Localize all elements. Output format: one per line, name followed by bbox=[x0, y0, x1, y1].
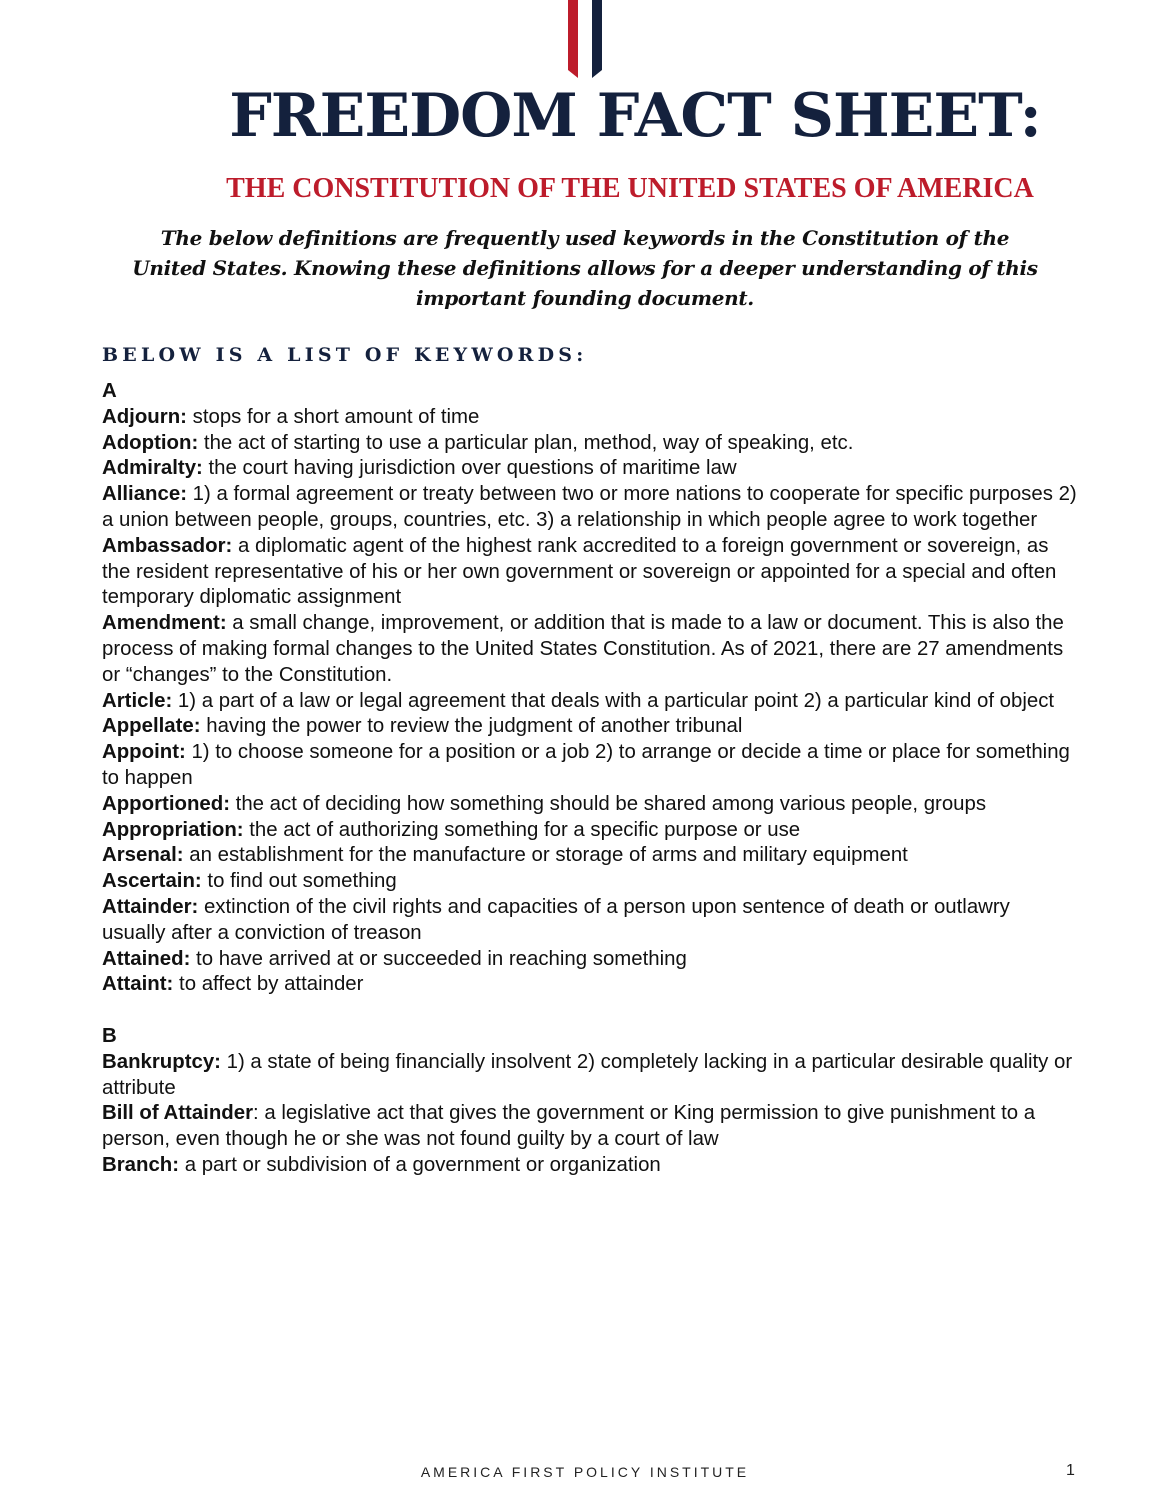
keyword-term: Appropriation: bbox=[102, 818, 244, 841]
keyword-definition: an establishment for the manufacture or storage of arms and military equipment bbox=[183, 844, 908, 867]
keyword-entry bbox=[102, 714, 1077, 740]
flag-stripes-icon bbox=[566, 0, 606, 78]
keyword-term: Bankruptcy: bbox=[102, 1050, 221, 1073]
keyword-entry bbox=[102, 818, 1077, 844]
keyword-glossary bbox=[102, 379, 1077, 1179]
keyword-term: Alliance: bbox=[102, 483, 187, 506]
keyword-term: Appoint: bbox=[102, 741, 186, 764]
keyword-entry bbox=[102, 689, 1077, 715]
keyword-term: Adjourn: bbox=[102, 405, 187, 428]
keyword-term: Appellate: bbox=[102, 715, 201, 738]
keyword-term: Arsenal: bbox=[102, 844, 184, 867]
keyword-definition: : a legislative act that gives the government or King permission to give punishment to a person, even though he or she was not found guilty by a court of law bbox=[102, 1102, 1036, 1151]
keyword-entry bbox=[102, 1101, 1077, 1153]
keyword-entry bbox=[102, 1153, 1077, 1179]
keyword-entry bbox=[102, 611, 1077, 688]
keyword-entry bbox=[102, 740, 1077, 792]
keyword-entry bbox=[102, 482, 1077, 534]
keyword-term: Attainder: bbox=[102, 895, 199, 918]
letter-section bbox=[102, 379, 1077, 998]
intro-paragraph: The below definitions are frequently used keywords in the Constitution of the United States. Knowing these definitions allows for a deeper understanding of this important founding document. bbox=[132, 226, 1038, 310]
keyword-entry bbox=[102, 843, 1077, 869]
footer-organization: AMERICA FIRST POLICY INSTITUTE bbox=[420, 1464, 750, 1480]
keyword-term: Attaint: bbox=[102, 973, 174, 996]
keyword-term: Admiralty: bbox=[102, 457, 203, 480]
keyword-definition: 1) a formal agreement or treaty between two or more nations to cooperate for specific purposes 2) a union between people, groups, countries, etc. 3) a relationship in which people agree to work together bbox=[102, 483, 1077, 531]
keyword-term: Ascertain: bbox=[102, 870, 202, 893]
keyword-list-heading: BELOW IS A LIST OF KEYWORDS: bbox=[102, 344, 588, 366]
keyword-term: Attained: bbox=[102, 947, 191, 970]
keyword-term: Article: bbox=[102, 689, 173, 712]
keyword-entry bbox=[102, 947, 1077, 973]
keyword-term: Branch: bbox=[102, 1153, 180, 1176]
keyword-definition: to have arrived at or succeeded in reaching something bbox=[190, 947, 687, 970]
keyword-entry bbox=[102, 895, 1077, 947]
keyword-term: Bill of Attainder bbox=[102, 1102, 254, 1125]
keyword-definition: the court having jurisdiction over questions of maritime law bbox=[202, 457, 737, 480]
keyword-definition: a small change, improvement, or addition that is made to a law or document. This is also the process of making formal changes to the United States Constitution. As of 2021, there are 27 amendments or “changes” to the Constitution. bbox=[102, 612, 1064, 686]
keyword-definition: 1) a part of a law or legal agreement that deals with a particular point 2) a particular kind of object bbox=[172, 689, 1055, 712]
page-subtitle: THE CONSTITUTION OF THE UNITED STATES OF AMERICA bbox=[226, 173, 1034, 204]
keyword-definition: to find out something bbox=[201, 870, 397, 893]
keyword-entry bbox=[102, 431, 1077, 457]
keyword-definition: 1) a state of being financially insolvent 2) completely lacking in a particular desirable quality or attribute bbox=[102, 1050, 1073, 1099]
keyword-entry bbox=[102, 405, 1077, 431]
keyword-term: Ambassador: bbox=[102, 534, 233, 557]
page-number: 1 bbox=[1066, 1462, 1075, 1479]
red-stripe bbox=[568, 0, 578, 78]
keyword-entry bbox=[102, 534, 1077, 611]
keyword-term: Apportioned: bbox=[102, 792, 230, 815]
section-letter: A bbox=[102, 380, 117, 402]
keyword-term: Amendment: bbox=[102, 612, 227, 635]
keyword-entry bbox=[102, 1050, 1077, 1102]
keyword-definition: 1) to choose someone for a position or a job 2) to arrange or decide a time or place for something to happen bbox=[102, 741, 1070, 789]
keyword-definition: having the power to review the judgment of another tribunal bbox=[200, 715, 743, 738]
keyword-term: Adoption: bbox=[102, 431, 199, 454]
letter-section bbox=[102, 1024, 1077, 1179]
section-letter: B bbox=[102, 1024, 117, 1047]
page-title: FREEDOM FACT SHEET: bbox=[229, 81, 1041, 151]
keyword-definition: extinction of the civil rights and capacities of a person upon sentence of death or outlawry usually after a conviction of treason bbox=[102, 895, 1010, 944]
keyword-entry bbox=[102, 792, 1077, 818]
keyword-definition: to affect by attainder bbox=[173, 973, 364, 996]
keyword-entry bbox=[102, 972, 1077, 998]
navy-stripe bbox=[592, 0, 602, 78]
keyword-entry bbox=[102, 869, 1077, 895]
keyword-definition: the act of authorizing something for a specific purpose or use bbox=[243, 818, 801, 841]
keyword-entry bbox=[102, 456, 1077, 482]
keyword-definition: stops for a short amount of time bbox=[186, 405, 480, 428]
keyword-definition: a diplomatic agent of the highest rank accredited to a foreign government or sovereign, as the resident representative of his or her own government or sovereign or appointed for a special and often temporary diplomatic assignment bbox=[102, 534, 1057, 609]
keyword-definition: a part or subdivision of a government or organization bbox=[179, 1153, 661, 1176]
keyword-definition: the act of deciding how something should be shared among various people, groups bbox=[229, 792, 987, 815]
keyword-definition: the act of starting to use a particular plan, method, way of speaking, etc. bbox=[198, 431, 854, 454]
